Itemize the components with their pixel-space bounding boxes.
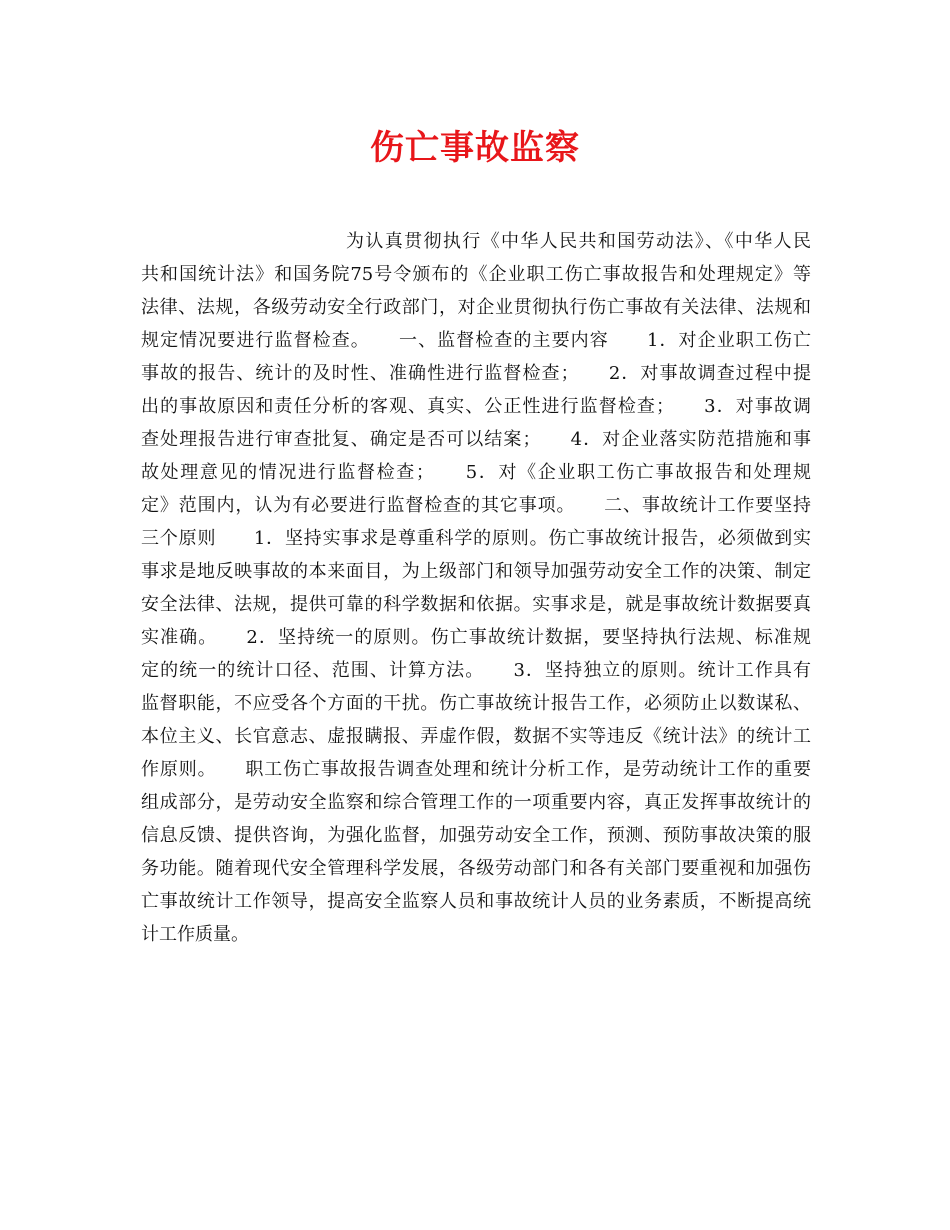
body-line: 出的事故原因和责任分析的客观、真实、公正性进行监督检查； 3．对事故调 <box>141 396 811 417</box>
body-line: 安全法律、法规，提供可靠的科学数据和依据。实事求是，就是事故统计数据要真 <box>141 594 811 615</box>
body-line: 组成部分，是劳动安全监察和综合管理工作的一项重要内容，真正发挥事故统计的 <box>141 792 811 813</box>
document-title: 伤亡事故监察 <box>370 128 580 168</box>
body-line: 共和国统计法》和国务院75号令颁布的《企业职工伤亡事故报告和处理规定》等 <box>141 264 811 285</box>
body-line: 计工作质量。 <box>141 924 249 945</box>
body-line: 规定情况要进行监督检查。 一、监督检查的主要内容 1．对企业职工伤亡 <box>141 330 811 351</box>
body-line: 为认真贯彻执行《中华人民共和国劳动法》、《中华人民 <box>346 231 811 252</box>
body-line: 监督职能，不应受各个方面的干扰。伤亡事故统计报告工作，必须防止以数谋私、 <box>141 693 811 714</box>
body-line: 定的统一的统计口径、范围、计算方法。 3．坚持独立的原则。统计工作具有 <box>141 660 811 681</box>
body-line: 信息反馈、提供咨询，为强化监督，加强劳动安全工作，预测、预防事故决策的服 <box>141 825 811 846</box>
body-line: 本位主义、长官意志、虚报瞒报、弄虚作假，数据不实等违反《统计法》的统计工 <box>141 726 811 747</box>
body-line: 定》范围内，认为有必要进行监督检查的其它事项。 二、事故统计工作要坚持 <box>141 495 811 516</box>
body-line: 实准确。 2．坚持统一的原则。伤亡事故统计数据，要坚持执行法规、标准规 <box>141 627 811 648</box>
body-line: 法律、法规，各级劳动安全行政部门，对企业贯彻执行伤亡事故有关法律、法规和 <box>141 297 811 318</box>
body-line: 事故的报告、统计的及时性、准确性进行监督检查； 2．对事故调查过程中提 <box>141 363 811 384</box>
body-line: 亡事故统计工作领导，提高安全监察人员和事故统计人员的业务素质，不断提高统 <box>141 891 811 912</box>
body-line: 务功能。随着现代安全管理科学发展，各级劳动部门和各有关部门要重视和加强伤 <box>141 858 811 879</box>
body-line: 作原则。 职工伤亡事故报告调查处理和统计分析工作，是劳动统计工作的重要 <box>141 759 811 780</box>
body-line: 故处理意见的情况进行监督检查； 5．对《企业职工伤亡事故报告和处理规 <box>141 462 811 483</box>
body-line: 查处理报告进行审查批复、确定是否可以结案； 4．对企业落实防范措施和事 <box>141 429 811 450</box>
body-line: 事求是地反映事故的本来面目，为上级部门和领导加强劳动安全工作的决策、制定 <box>141 561 811 582</box>
document-body <box>141 225 811 951</box>
body-line: 三个原则 1．坚持实事求是尊重科学的原则。伤亡事故统计报告，必须做到实 <box>141 528 811 549</box>
